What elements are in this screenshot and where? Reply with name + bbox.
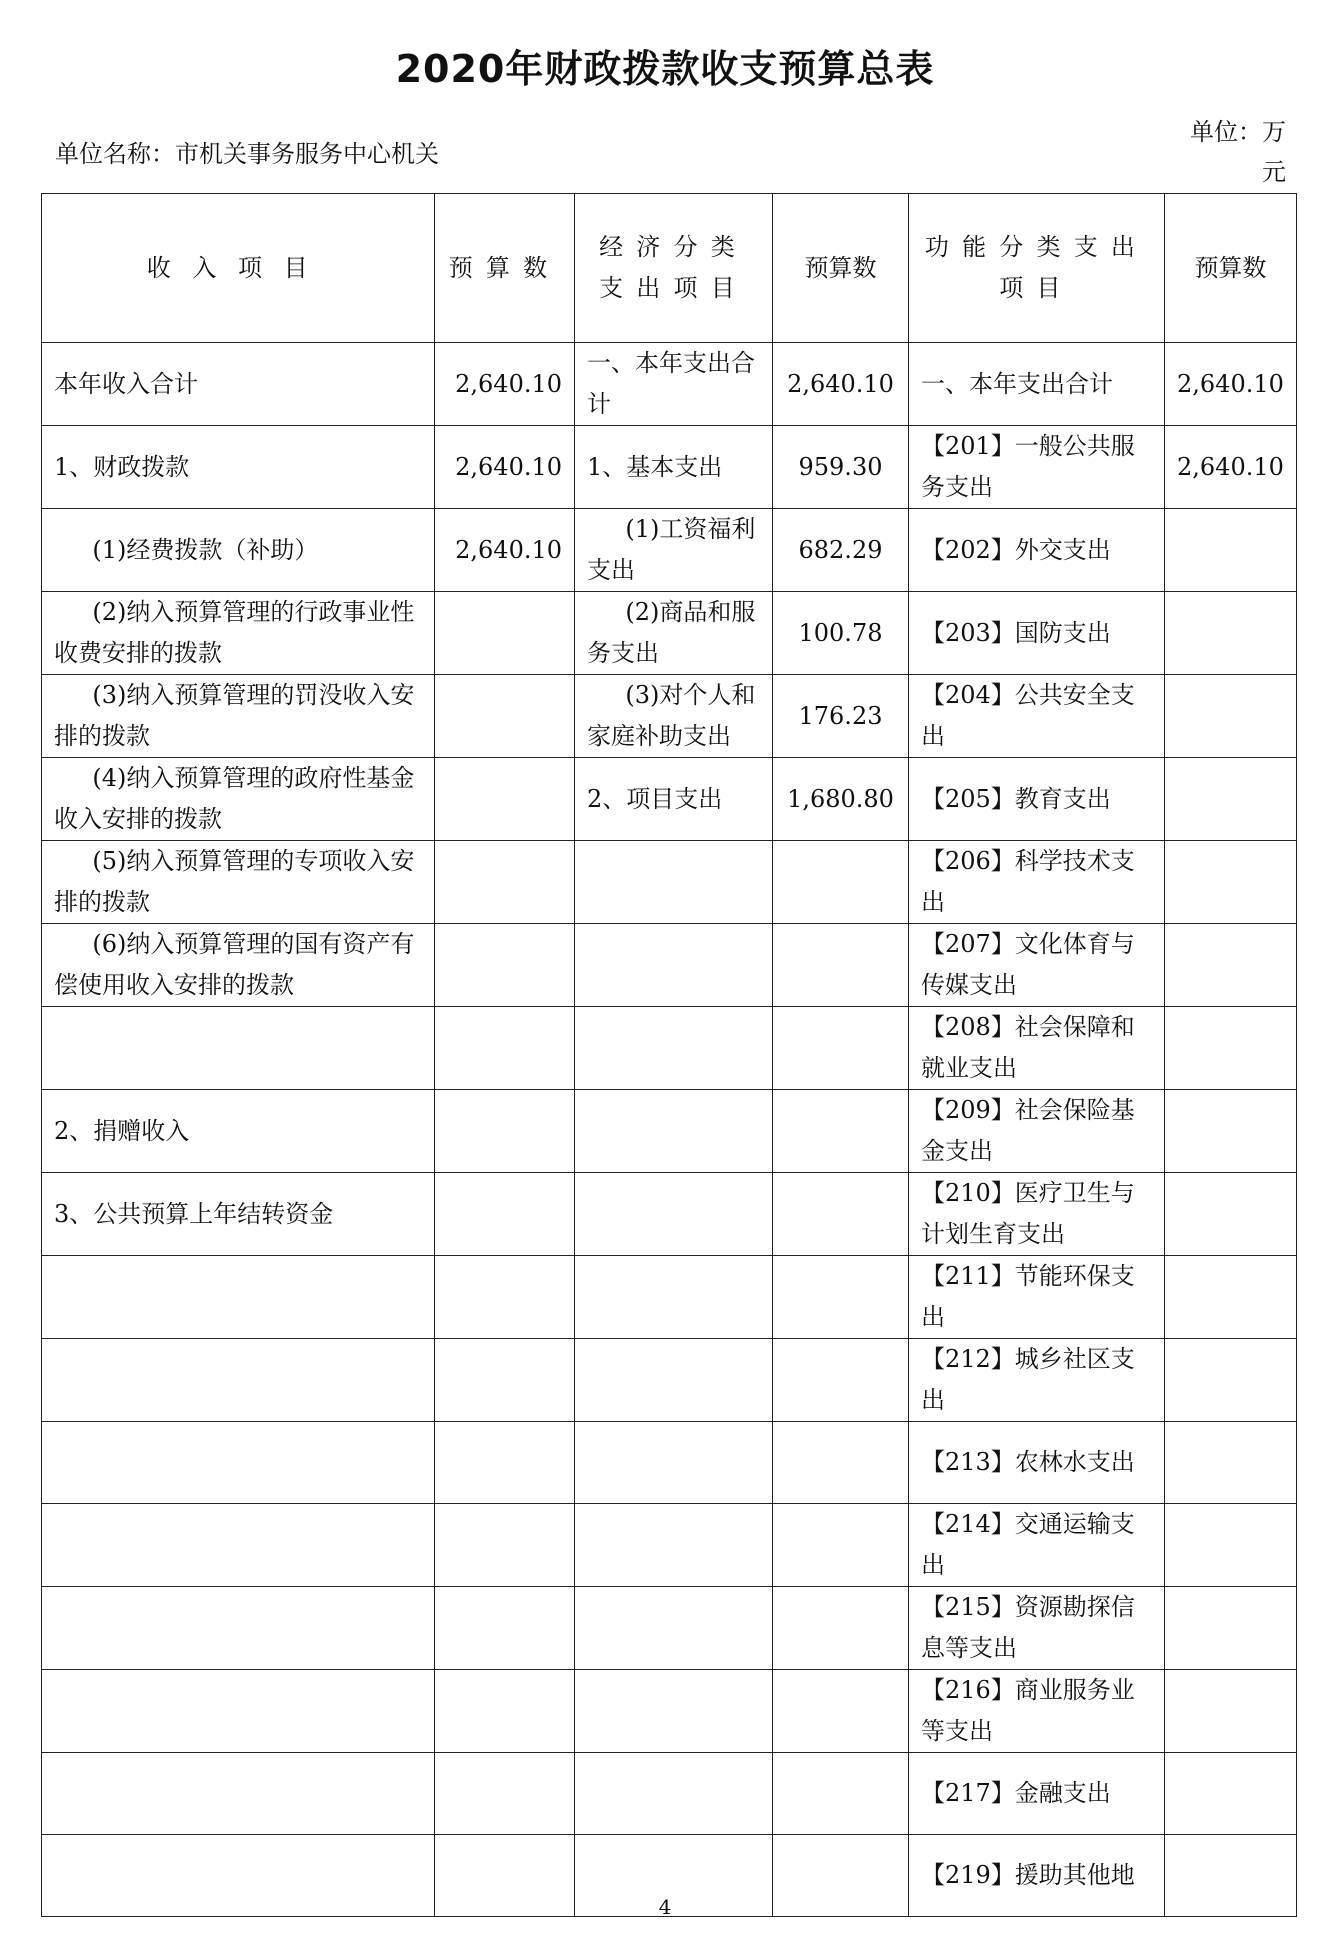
econ-amount-cell: 959.30 — [773, 426, 909, 509]
table-row — [42, 1007, 1297, 1090]
func-item-cell: 【213】农林水支出 — [909, 1422, 1165, 1504]
income-item-cell: 1、财政拨款 — [42, 426, 435, 509]
income-amount-cell — [435, 1173, 575, 1256]
table-row — [42, 426, 1297, 509]
income-amount-cell — [435, 1090, 575, 1173]
page-number: 4 — [658, 1895, 672, 1919]
func-item-cell: 【201】一般公共服务支出 — [909, 426, 1165, 509]
econ-amount-cell: 176.23 — [773, 675, 909, 758]
func-amount-cell — [1165, 1173, 1297, 1256]
page-title: 2020年财政拨款收支预算总表 — [395, 47, 935, 91]
econ-amount-cell: 682.29 — [773, 509, 909, 592]
func-item-cell: 【210】医疗卫生与计划生育支出 — [909, 1173, 1165, 1256]
econ-item-cell — [575, 1007, 773, 1090]
income-amount-cell — [435, 1256, 575, 1339]
income-item-cell — [42, 1670, 435, 1753]
econ-amount-cell — [773, 841, 909, 924]
func-amount-cell — [1165, 509, 1297, 592]
table-header-row — [42, 194, 1297, 343]
header-econ-item-line2: 支出项目 — [599, 274, 748, 302]
header-income-amount: 预算数 — [435, 194, 575, 343]
func-amount-cell — [1165, 1007, 1297, 1090]
econ-amount-cell — [773, 1670, 909, 1753]
econ-item-cell: (1)工资福利支出 — [575, 509, 773, 592]
budget-table — [41, 193, 1297, 1917]
income-item-cell: 2、捐赠收入 — [42, 1090, 435, 1173]
func-amount-cell — [1165, 1504, 1297, 1587]
income-item-cell: (4)纳入预算管理的政府性基金收入安排的拨款 — [42, 758, 435, 841]
table-row — [42, 924, 1297, 1007]
func-item-cell: 【211】节能环保支出 — [909, 1256, 1165, 1339]
table-row — [42, 1422, 1297, 1504]
func-amount-cell — [1165, 1587, 1297, 1670]
income-amount-cell — [435, 924, 575, 1007]
func-item-cell: 【217】金融支出 — [909, 1753, 1165, 1835]
econ-amount-cell: 2,640.10 — [773, 343, 909, 426]
func-item-cell: 【202】外交支出 — [909, 509, 1165, 592]
func-amount-cell — [1165, 1256, 1297, 1339]
income-amount-cell — [435, 1339, 575, 1422]
header-econ-item — [575, 194, 773, 343]
income-amount-cell — [435, 675, 575, 758]
income-item-cell: (1)经费拨款（补助） — [42, 509, 435, 592]
econ-item-cell — [575, 1173, 773, 1256]
income-item-cell — [42, 1753, 435, 1835]
income-amount-cell — [435, 1670, 575, 1753]
income-item-cell — [42, 1256, 435, 1339]
econ-item-cell — [575, 1504, 773, 1587]
econ-item-cell — [575, 1090, 773, 1173]
income-item-cell — [42, 1339, 435, 1422]
income-item-cell: 本年收入合计 — [42, 343, 435, 426]
header-func-item-line2: 项目 — [999, 274, 1074, 302]
table-row — [42, 1256, 1297, 1339]
income-amount-cell: 2,640.10 — [435, 343, 575, 426]
income-item-cell — [42, 1504, 435, 1587]
func-item-cell: 【205】教育支出 — [909, 758, 1165, 841]
econ-amount-cell — [773, 924, 909, 1007]
unit-label: 单位：万元 — [1190, 118, 1286, 186]
func-item-cell: 【204】公共安全支出 — [909, 675, 1165, 758]
econ-item-cell — [575, 1422, 773, 1504]
income-amount-cell: 2,640.10 — [435, 426, 575, 509]
econ-amount-cell — [773, 1504, 909, 1587]
func-item-cell: 【207】文化体育与传媒支出 — [909, 924, 1165, 1007]
econ-item-cell: (3)对个人和家庭补助支出 — [575, 675, 773, 758]
econ-amount-cell — [773, 1007, 909, 1090]
func-amount-cell — [1165, 1339, 1297, 1422]
econ-item-cell — [575, 1256, 773, 1339]
econ-amount-cell — [773, 1339, 909, 1422]
income-amount-cell — [435, 1753, 575, 1835]
income-amount-cell — [435, 1007, 575, 1090]
func-amount-cell — [1165, 592, 1297, 675]
econ-amount-cell — [773, 1090, 909, 1173]
header-func-item-line1: 功能分类支出 — [924, 233, 1149, 261]
func-amount-cell — [1165, 1753, 1297, 1835]
func-item-cell: 一、本年支出合计 — [909, 343, 1165, 426]
econ-amount-cell: 1,680.80 — [773, 758, 909, 841]
unit-name: 单位名称：市机关事务服务中心机关 — [55, 140, 439, 168]
func-item-cell: 【219】援助其他地 — [909, 1835, 1165, 1917]
header-func-item — [909, 194, 1165, 343]
econ-item-cell — [575, 1753, 773, 1835]
econ-amount-cell — [773, 1173, 909, 1256]
table-row — [42, 1173, 1297, 1256]
econ-amount-cell — [773, 1422, 909, 1504]
func-item-cell: 【206】科学技术支出 — [909, 841, 1165, 924]
header-income-item: 收入项目 — [42, 194, 435, 343]
func-amount-cell — [1165, 1670, 1297, 1753]
header-econ-item-line1: 经济分类 — [599, 233, 748, 261]
func-amount-cell — [1165, 675, 1297, 758]
income-amount-cell — [435, 1504, 575, 1587]
econ-item-cell — [575, 1339, 773, 1422]
table-row — [42, 1339, 1297, 1422]
func-amount-cell — [1165, 1422, 1297, 1504]
income-item-cell — [42, 1587, 435, 1670]
table-row — [42, 343, 1297, 426]
table-row — [42, 841, 1297, 924]
econ-item-cell — [575, 924, 773, 1007]
func-amount-cell — [1165, 924, 1297, 1007]
income-amount-cell — [435, 1587, 575, 1670]
econ-item-cell: (2)商品和服务支出 — [575, 592, 773, 675]
func-item-cell: 【215】资源勘探信息等支出 — [909, 1587, 1165, 1670]
func-amount-cell — [1165, 758, 1297, 841]
econ-amount-cell — [773, 1587, 909, 1670]
header-func-amount: 预算数 — [1165, 194, 1297, 343]
table-row — [42, 509, 1297, 592]
income-item-cell: (5)纳入预算管理的专项收入安排的拨款 — [42, 841, 435, 924]
income-item-cell: (3)纳入预算管理的罚没收入安排的拨款 — [42, 675, 435, 758]
table-row — [42, 675, 1297, 758]
func-amount-cell — [1165, 1090, 1297, 1173]
table-row — [42, 592, 1297, 675]
income-item-cell — [42, 1422, 435, 1504]
func-amount-cell: 2,640.10 — [1165, 343, 1297, 426]
func-item-cell: 【212】城乡社区支出 — [909, 1339, 1165, 1422]
table-row — [42, 1753, 1297, 1835]
func-item-cell: 【214】交通运输支出 — [909, 1504, 1165, 1587]
income-amount-cell — [435, 592, 575, 675]
table-row — [42, 1587, 1297, 1670]
func-item-cell: 【203】国防支出 — [909, 592, 1165, 675]
econ-item-cell: 2、项目支出 — [575, 758, 773, 841]
func-item-cell: 【216】商业服务业等支出 — [909, 1670, 1165, 1753]
econ-item-cell: 1、基本支出 — [575, 426, 773, 509]
func-amount-cell — [1165, 841, 1297, 924]
econ-amount-cell — [773, 1753, 909, 1835]
table-row — [42, 758, 1297, 841]
func-item-cell: 【209】社会保险基金支出 — [909, 1090, 1165, 1173]
table-row — [42, 1090, 1297, 1173]
econ-item-cell — [575, 1670, 773, 1753]
income-amount-cell — [435, 841, 575, 924]
table-row — [42, 1670, 1297, 1753]
income-item-cell: (6)纳入预算管理的国有资产有偿使用收入安排的拨款 — [42, 924, 435, 1007]
func-amount-cell: 2,640.10 — [1165, 426, 1297, 509]
income-item-cell: 3、公共预算上年结转资金 — [42, 1173, 435, 1256]
income-item-cell — [42, 1007, 435, 1090]
table-row — [42, 1504, 1297, 1587]
income-amount-cell: 2,640.10 — [435, 509, 575, 592]
income-item-cell: (2)纳入预算管理的行政事业性收费安排的拨款 — [42, 592, 435, 675]
econ-item-cell: 一、本年支出合计 — [575, 343, 773, 426]
header-econ-amount: 预算数 — [773, 194, 909, 343]
econ-amount-cell: 100.78 — [773, 592, 909, 675]
func-item-cell: 【208】社会保障和就业支出 — [909, 1007, 1165, 1090]
income-amount-cell — [435, 1422, 575, 1504]
income-amount-cell — [435, 758, 575, 841]
econ-item-cell — [575, 841, 773, 924]
econ-item-cell — [575, 1587, 773, 1670]
econ-amount-cell — [773, 1256, 909, 1339]
